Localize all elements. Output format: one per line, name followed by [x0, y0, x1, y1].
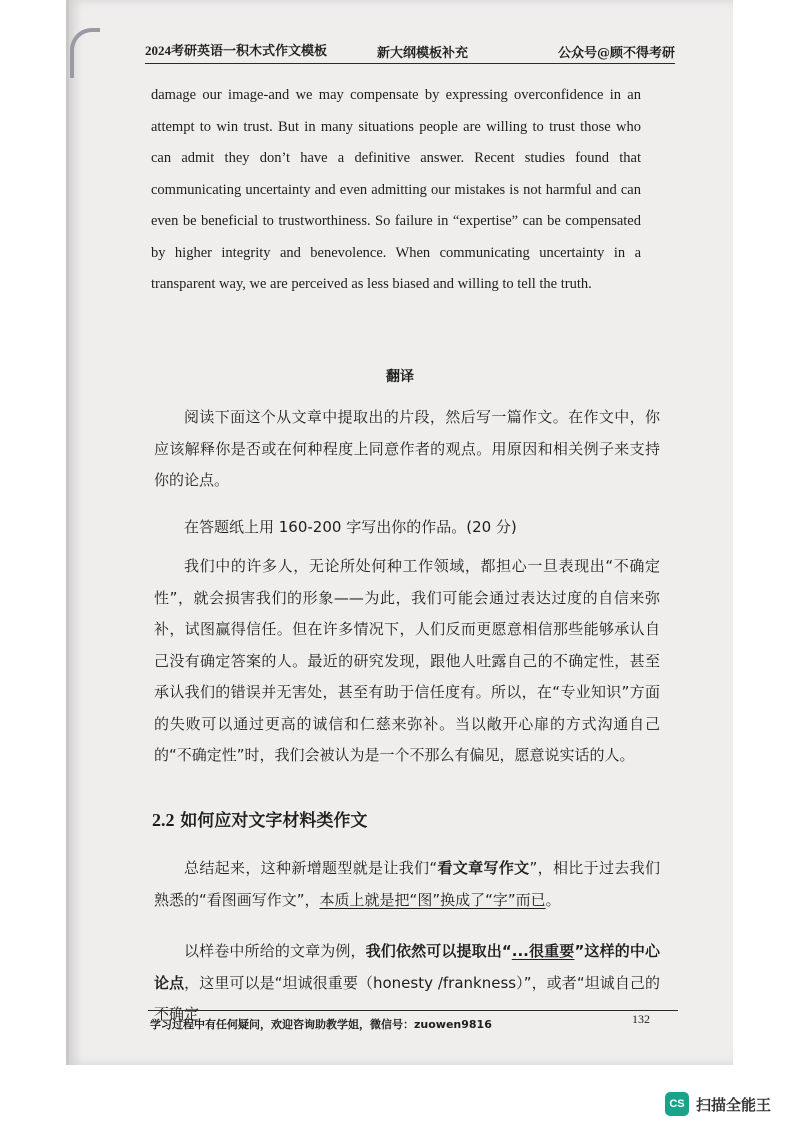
- body-text-1-e: 。: [545, 890, 561, 909]
- section-heading: [152, 806, 367, 831]
- body-text-1-bold: 看文章写作文: [437, 859, 530, 877]
- watermark-text: 扫描全能王: [696, 1095, 772, 1114]
- translation-text-2: 在答题纸上用 160-200 字写出你的作品。(20 分): [184, 518, 517, 536]
- body-text-2-bold-a: 我们依然可以提取出“: [365, 942, 512, 960]
- translation-paragraph-1: [154, 402, 660, 497]
- page-footer: 学习过程中有任何疑问，欢迎咨询助教学姐，微信号：zuowen9816: [150, 1018, 492, 1031]
- scanner-watermark: [665, 1092, 771, 1116]
- section-title: 如何应对文字材料类作文: [180, 811, 368, 831]
- body-text-2-a: 以样卷中所给的文章为例，: [184, 942, 366, 960]
- header-right-title: 公众号@顾不得考研: [557, 46, 675, 61]
- translation-text-1: 阅读下面这个从文章中提取出的片段，然后写一篇作文。在作文中，你应该解释你是否或在何种程度上同意作者的观点。用原因和相关例子来支持你的论点。: [154, 408, 660, 489]
- translation-paragraph-2: [154, 512, 660, 544]
- english-passage: [151, 80, 641, 301]
- english-paragraph: damage our image-and we may compensate by expressing overconfidence in an attempt to win trust. But in many situations people are willing to trust those who can admit they don’t have a definitive answer. Recent studies found that communicating uncertainty and even admitting our mistakes is not harmful and can even be beneficial to trustworthiness. So failure in “expertise” can be compensated by higher integrity and benevolence. When communicating uncertainty in a transparent way, we are perceived as less biased and willing to tell the truth.: [151, 87, 641, 292]
- translation-text-3: 我们中的许多人，无论所处何种工作领域，都担心一旦表现出“不确定性”，就会损害我们的形象——为此，我们可能会通过表达过度的自信来弥补，试图赢得信任。但在许多情况下，人们反而更愿意相信那些能够承认自己没有确定答案的人。最近的研究发现，跟他人吐露自己的不确定性，甚至承认我们的错误并无害处，甚至有助于信任度有。所以，在“专业知识”方面的失败可以通过更高的诚信和仁慈来弥补。当以敞开心扉的方式沟通自己的“不确定性”时，我们会被认为是一个不那么有偏见，愿意说实话的人。: [154, 557, 660, 764]
- body-text-2-bold-underlined: ...很重要: [511, 942, 575, 960]
- header-center-title: 新大纲模板补充: [377, 46, 469, 61]
- footer-divider: [148, 1010, 678, 1011]
- header-divider: [145, 63, 675, 64]
- header-left-title: 2024考研英语一积木式作文模板: [145, 43, 328, 58]
- body-text-1-c: ”，相比于过去我们熟悉的“看图画写作文”，: [154, 859, 660, 909]
- body-text-2-e: ，这里可以是“坦诚很重要（honesty /frankness）”，或者“坦诚自己的不确定: [154, 973, 660, 1023]
- body-text-2-bold-b: ”这样的中心论点: [154, 942, 660, 992]
- page-header: [145, 36, 675, 64]
- body-text-1: [154, 853, 660, 916]
- camscanner-logo-icon: CS: [665, 1092, 689, 1116]
- body-paragraph-1: [154, 853, 660, 916]
- body-text-1-underlined: 本质上就是把“图”换成了“字”而已: [319, 890, 546, 909]
- page-number: 132: [632, 1012, 650, 1026]
- page-curl-mark: [70, 28, 100, 78]
- section-number: 2.2: [152, 810, 175, 830]
- translation-paragraph-3: [154, 551, 660, 772]
- body-text-1-a: 总结起来，这种新增题型就是让我们“: [184, 859, 438, 877]
- translation-heading: 翻译: [386, 369, 414, 385]
